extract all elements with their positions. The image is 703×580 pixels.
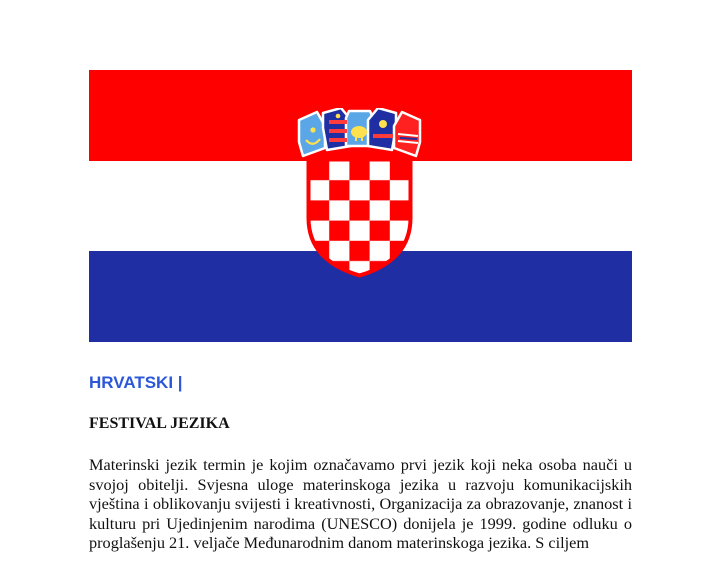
croatian-flag <box>89 70 632 342</box>
section-heading: HRVATSKI | <box>89 373 183 392</box>
article-body: Materinski jezik termin je kojim označavamo prvi jezik koji neka osoba nauči u svojoj obitelji. Svjesna uloge materinskoga jezika u razvoju komunikacijskih vještina i oblikovanju svijesti i kreativnosti, Organizacija za obrazovanje, znanost i kulturu pri Ujedinjenim narodima (UNESCO) donijela je 1999. godine odluku o proglašenju 21. veljače Međunarodnim danom materinskoga jezika. S ciljem <box>89 455 632 553</box>
article-title: FESTIVAL JEZIKA <box>89 415 230 432</box>
coat-of-arms-icon <box>297 108 422 278</box>
